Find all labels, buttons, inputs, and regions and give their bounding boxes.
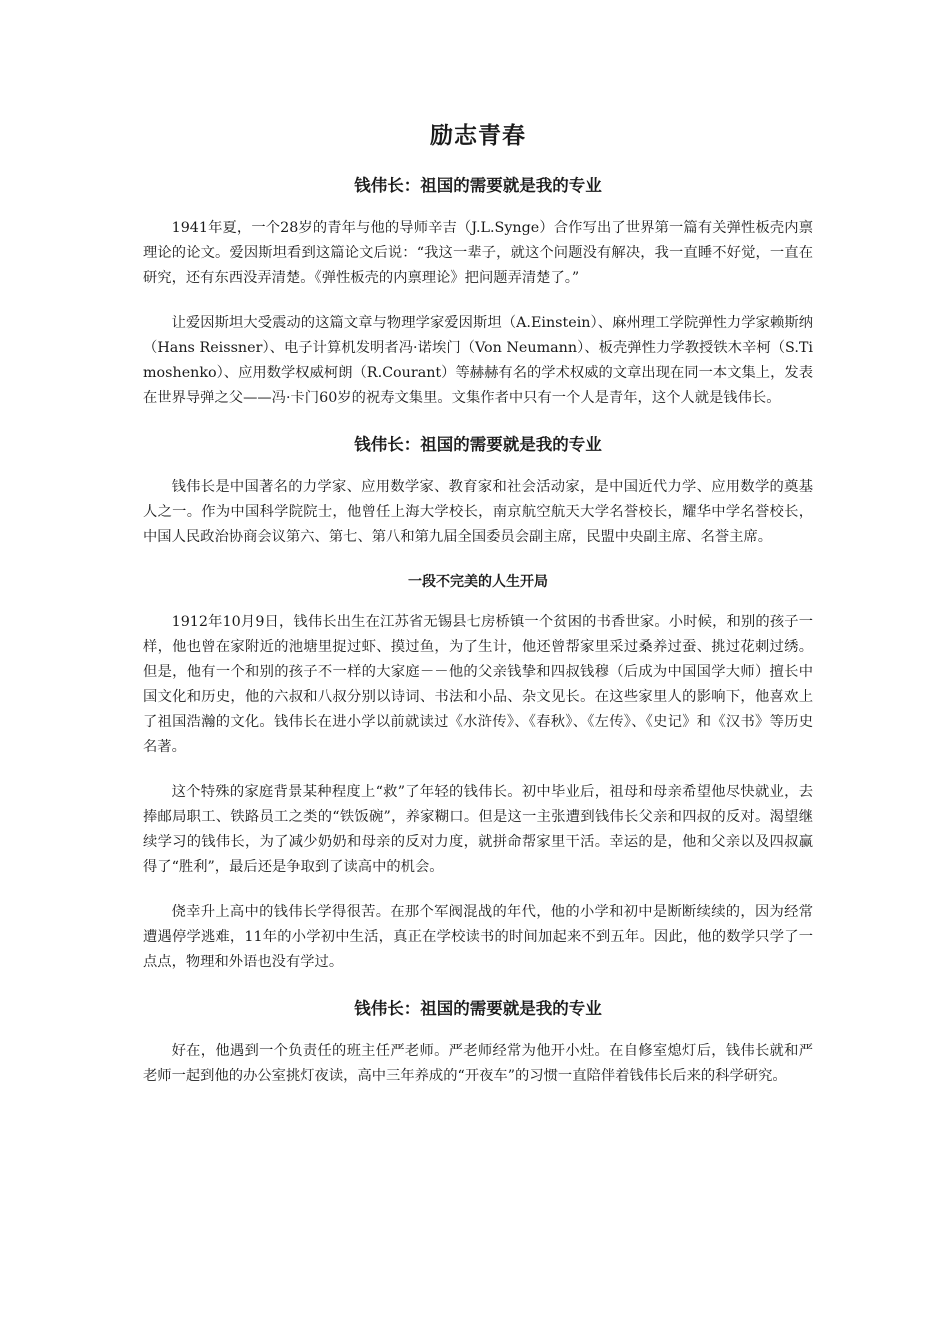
subsection-heading: 一段不完美的人生开局 (408, 574, 548, 590)
body-paragraph: 1912年10月9日，钱伟长出生在江苏省无锡县七房桥镇一个贫困的书香世家。小时候，和别的孩子一样，他也曾在家附近的池塘里捉过虾、摸过鱼，为了生计，他还曾帮家里采过桑养过蚕、挑过花刺过绣。但是，他有一个和别的孩子不一样的大家庭－－他的父亲钱挚和四叔钱穆（后成为中国国学大师）擅长中国文化和历史，他的六叔和八叔分别以诗词、书法和小品、杂文见长。在这些家里人的影响下，他喜欢上了祖国浩瀚的文化。钱伟长在进小学以前就读过《水浒传》、《春秋》、《左传》、《史记》和《汉书》等历史名著。 (143, 614, 813, 755)
document-title: 励志青春 (430, 123, 526, 149)
body-paragraph: 钱伟长是中国著名的力学家、应用数学家、教育家和社会活动家，是中国近代力学、应用数学的奠基人之一。作为中国科学院院士，他曾任上海大学校长，南京航空航天大学名誉校长，耀华中学名誉校长，中国人民政治协商会议第六、第七、第八和第九届全国委员会副主席，民盟中央副主席、名誉主席。 (143, 479, 813, 545)
body-paragraph: 好在，他遇到一个负责任的班主任严老师。严老师经常为他开小灶。在自修室熄灯后，钱伟长就和严老师一起到他的办公室挑灯夜读，高中三年养成的“开夜车”的习惯一直陪伴着钱伟长后来的科学研究。 (143, 1043, 813, 1084)
body-paragraph: 1941年夏，一个28岁的青年与他的导师辛吉（J.L.Synge）合作写出了世界第一篇有关弹性板壳内禀理论的论文。爱因斯坦看到这篇论文后说：“我这一辈子，就这个问题没有解决，我一直睡不好觉，一直在研究，还有东西没弄清楚。《弹性板壳的内禀理论》把问题弄清楚了。” (143, 220, 813, 286)
body-paragraph: 这个特殊的家庭背景某种程度上“救”了年轻的钱伟长。初中毕业后，祖母和母亲希望他尽快就业，去捧邮局职工、铁路员工之类的“铁饭碗”，养家糊口。但是这一主张遭到钱伟长父亲和四叔的反对。渴望继续学习的钱伟长，为了减少奶奶和母亲的反对力度，就拼命帮家里干活。幸运的是，他和父亲以及四叔赢得了“胜利”，最后还是争取到了读高中的机会。 (143, 784, 813, 875)
document-body (143, 172, 813, 1089)
document-page (143, 116, 813, 1109)
section-heading: 钱伟长：祖国的需要就是我的专业 (354, 435, 602, 454)
section-heading: 钱伟长：祖国的需要就是我的专业 (354, 999, 602, 1018)
body-paragraph: 让爱因斯坦大受震动的这篇文章与物理学家爱因斯坦（A.Einstein）、麻州理工学院弹性力学家赖斯纳（Hans Reissner）、电子计算机发明者冯·诺埃门（Von Neumann）、板壳弹性力学教授铁木辛柯（S.Timoshenko）、应用数学权威柯朗（R.Courant）等赫赫有名的学术权威的文章出现在同一本文集上，发表在世界导弹之父——冯·卡门60岁的祝寿文集里。文集作者中只有一个人是青年，这个人就是钱伟长。 (143, 315, 813, 406)
body-paragraph: 侥幸升上高中的钱伟长学得很苦。在那个军阀混战的年代，他的小学和初中是断断续续的，因为经常遭遇停学逃难，11年的小学初中生活，真正在学校读书的时间加起来不到五年。因此，他的数学只学了一点点，物理和外语也没有学过。 (143, 904, 813, 970)
section-heading: 钱伟长：祖国的需要就是我的专业 (354, 176, 602, 195)
